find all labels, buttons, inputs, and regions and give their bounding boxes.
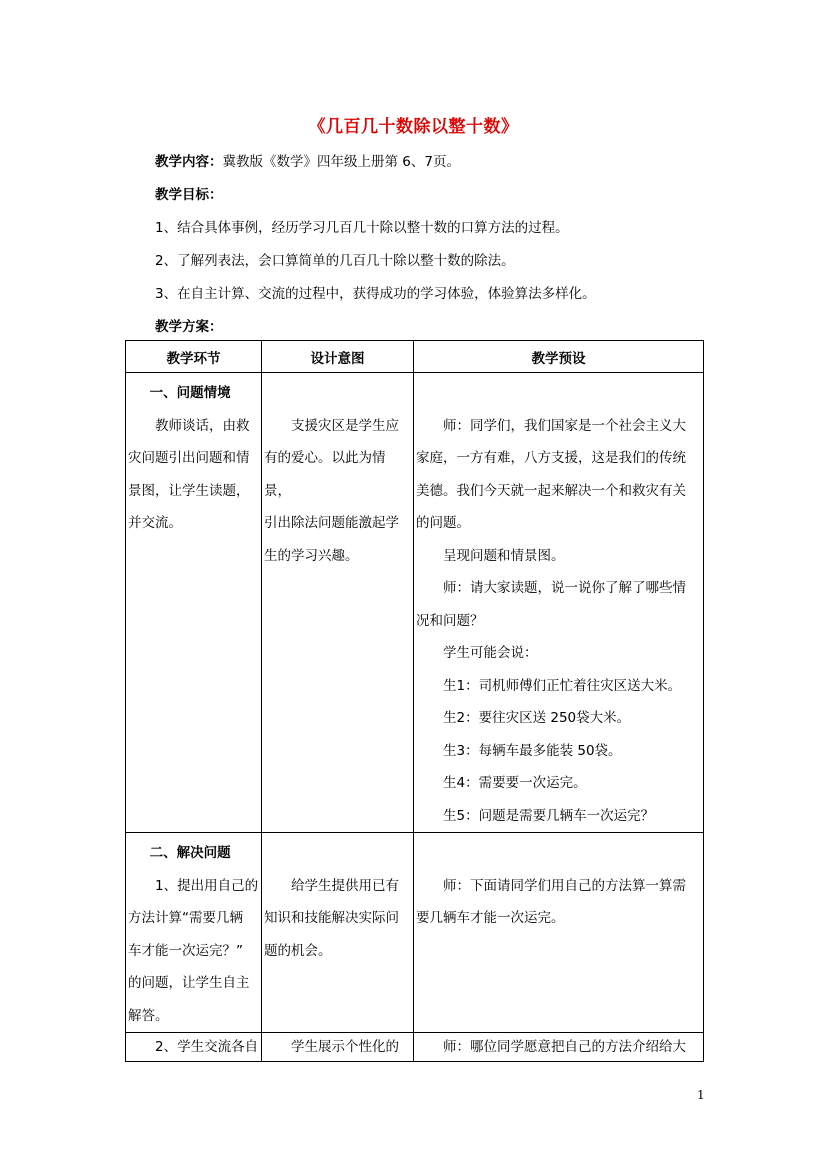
cell-line: 1、提出用自己的 — [155, 877, 259, 894]
intent-cell — [262, 1033, 414, 1062]
cell-line: 并交流。 — [128, 515, 182, 531]
intent-cell — [262, 373, 414, 833]
intent-cell — [262, 833, 414, 1033]
table-row — [126, 373, 704, 833]
cell-line: 有的爱心。以此为情景， — [264, 450, 386, 499]
section-heading: 一、问题情境 — [149, 385, 231, 401]
cell-line: 呈现问题和情景图。 — [443, 547, 565, 564]
stage-cell — [126, 833, 262, 1033]
cell-line: 况和问题？ — [416, 612, 484, 629]
cell-line: 景图，让学生读题， — [128, 482, 250, 499]
cell-line: 生5：问题是需要几辆车一次运完？ — [443, 807, 655, 824]
cell-line: 的问题。 — [416, 515, 470, 531]
cell-line: 引出除法问题能激起学 — [264, 515, 399, 531]
cell-line: 生的学习兴趣。 — [264, 547, 359, 564]
spacer — [264, 377, 411, 410]
goal-item-3: 3、在自主计算、交流的过程中，获得成功的学习体验，体验算法多样化。 — [155, 286, 596, 302]
cell-line: 生3：每辆车最多能装 50袋。 — [443, 742, 622, 759]
document-title: 《几百几十数除以整十数》 — [308, 117, 519, 137]
cell-line: 学生可能会说： — [443, 645, 538, 661]
cell-line: 的问题，让学生自主 — [128, 975, 250, 991]
page-number: 1 — [697, 1088, 705, 1102]
cell-line: 师：同学们，我们国家是一个社会主义大 — [443, 417, 686, 434]
cell-line: 生1：司机师傅们正忙着往灾区送大米。 — [443, 677, 682, 694]
content-label: 教学内容： — [155, 154, 223, 170]
cell-line: 生2：要往灾区送 250袋大米。 — [443, 710, 631, 726]
header-stage: 教学环节 — [126, 341, 262, 373]
cell-line: 支援灾区是学生应 — [291, 417, 399, 434]
cell-line: 给学生提供用已有 — [291, 877, 399, 894]
preset-cell — [414, 833, 704, 1033]
cell-line: 题的机会。 — [264, 942, 332, 959]
goals-label: 教学目标： — [155, 187, 223, 203]
preset-cell — [414, 1033, 704, 1062]
spacer — [416, 377, 701, 410]
spacer — [264, 837, 411, 870]
preset-cell — [414, 373, 704, 833]
goal-item-2: 2、了解列表法，会口算简单的几百几十除以整十数的除法。 — [155, 253, 515, 269]
cell-line: 教师谈话，由救 — [155, 417, 250, 434]
cell-line: 车才能一次运完？” — [128, 942, 243, 959]
header-preset: 教学预设 — [414, 341, 704, 373]
table-row — [126, 1033, 704, 1062]
cell-line: 2、学生交流各自 — [155, 1039, 259, 1055]
stage-cell — [126, 1033, 262, 1062]
header-intent: 设计意图 — [262, 341, 414, 373]
content-text: 冀教版《数学》四年级上册第 6、7页。 — [222, 154, 460, 170]
cell-line: 知识和技能解决实际问 — [264, 910, 399, 926]
content-line — [155, 150, 460, 170]
cell-line: 家庭，一方有难，八方支援，这是我们的传统 — [416, 450, 686, 466]
cell-line: 解答。 — [128, 1007, 169, 1024]
table-row — [126, 833, 704, 1033]
section-heading: 二、解决问题 — [149, 845, 231, 861]
goal-item-1: 1、结合具体事例，经历学习几百几十除以整十数的口算方法的过程。 — [155, 220, 569, 236]
plan-label: 教学方案： — [155, 319, 223, 335]
spacer — [416, 837, 701, 870]
cell-line: 师：哪位同学愿意把自己的方法介绍给大 — [443, 1039, 686, 1055]
cell-line: 美德。我们今天就一起来解决一个和救灾有关 — [416, 482, 686, 499]
cell-line: 灾问题引出问题和情 — [128, 450, 250, 466]
cell-line: 学生展示个性化的 — [291, 1039, 399, 1055]
cell-line: 师：下面请同学们用自己的方法算一算需 — [443, 877, 686, 894]
teaching-plan-table — [125, 340, 704, 1062]
cell-line: 方法计算“需要几辆 — [128, 910, 243, 926]
cell-line: 生4：需要要一次运完。 — [443, 775, 587, 791]
cell-line: 要几辆车才能一次运完。 — [416, 910, 565, 926]
cell-line: 师：请大家读题，说一说你了解了哪些情 — [443, 580, 686, 596]
stage-cell — [126, 373, 262, 833]
